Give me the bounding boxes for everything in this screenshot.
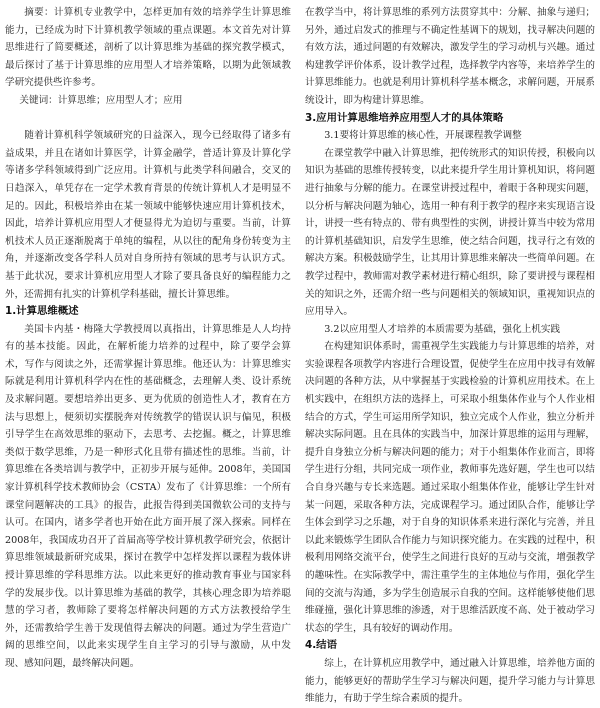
section-3-heading: 3.应用计算思维培养应用型人才的具体策略 bbox=[305, 111, 504, 124]
subsection-3-1-body: 在课堂教学中融入计算思维，把传统形式的知识传授，积极向以知识为基础的思维传授转变，以此来提升学生用计算机知识，将问题进行抽象与分解的能力。在课堂讲授过程中，着眼于各种现实问题，以分析与解决问题为轴心，选用一种有利于教学的程序来实现语言设计，讲授一些有特点的、带有典型性的实例，讲授计算当中较为常用的计算机基础知识，启发学生思维，使之结合问题，找寻行之有效的解决方案。积极鼓励学生，让其用计算思维来解决一些简单问题。在教学过程中，教师需对教学素材进行精心组织，除了要讲授与课程相关的知识之外，还需介绍一些与问题相关的领域知识，重视知识点的应用导入。 bbox=[305, 147, 595, 318]
keywords-line: 关键词：计算思维；应用型人才；应用 bbox=[19, 94, 183, 106]
continued-paragraph: 在教学当中，将计算思维的系列方法贯穿其中：分解、抽象与递归；另外，通过启发式的推理与不确定性基调下的规划，找寻解决问题的有效方法，通过问题的有效解决，激发学生的学习动机与兴趣。通过构建教学评价体系，设计教学过程，选择教学内容等，来培养学生的计算思维能力。也就是利用计算机科学基本概念，求解问题，开展系统设计，即为构建计算思维。 bbox=[305, 7, 595, 106]
subsection-3-1-title: 3.1要将计算思维的核心性，开展课程教学调整 bbox=[324, 130, 522, 142]
section-1-body: 美国卡内基・梅隆大学教授周以真指出，计算思维是人人均持有的基本技能。因此，在解析能力培养的过程中，除了要学会算术，写作与阅读之外，还需掌握计算思维。他还认为：计算思维实际就是利用计算机科学内在性的基础概念，去理解人类、设计系统及求解问题。要想培养出更多、更为优质的创造性人才，教育在方法与思想上，便须切实摆脱奔对传统教学的错误认识与偏见，积极引导学生在高效思维的驱动下，去思考、去挖掘。概之，计算思维类似于数学思维，乃是一种形式化且带有描述性的思维。当前，计算思维在各类培训与教学中，正初步开展与延伸。2008年，美国国家计算机科学技术教师协会（CSTA）发布了《计算思维：一个所有课堂问题解决的工具》的报告，此报告得到美国微软公司的支持与认可。在国内，诸多学者也开始在此方面开展了深入探索。同样在2008年，我国成功召开了首届高等学校计算机教学研究会，依据计算思维领域最新研究成果，探讨在教学中怎样发挥以课程为载体讲授计算思维的学科思维方法。以此来更好的推动教育事业与国家科学的发展步伐。以计算思维为基础的教学，其核心理念即为培养聪慧的学习者，教师除了要将怎样解决问题的方式方法教授给学生外，还需教给学生善于发现值得去解决的问题。通过为学生营造广阔的思维空间，以此来实现学生自主学习的引导与激励，从中发现、感知问题，最终解决问题。 bbox=[5, 323, 291, 669]
abstract-paragraph: 摘要：计算机专业教学中，怎样更加有效的培养学生计算思维能力，已经成为时下计算机教学领域的重点课题。本文首先对计算思维进行了简要概述，剖析了以计算思维为基础的探究教学模式，最后探讨了基于计算思维的应用型人才培养策略，以期为此领域教学研究提供些许参考。 bbox=[5, 7, 291, 89]
intro-paragraph: 随着计算机科学领域研究的日益深入，现今已经取得了诸多有益成果，并且在诸如计算医学，计算金融学，普适计算及计算化学等诸多学科领域得到广泛应用。计算机与此类学科间融合，交叉的日趋深入，单凭存在一定学术教育背景的传统计算机人才是明显不足的。因此，积极培养由在某一领域中能够快速应用计算机技术，因此，培养计算机应用型人才便显得尤为迫切与重要。当前，计算机技术人员正逐渐脱离于单纯的编程，从以往的配角身份转变为主角，并逐渐改变各学科人员对自身所持有领域的思考与认识方式。基于此状况，要求计算机应用型人才除了要具备良好的编程能力之外，还需拥有扎实的计算机学科基础，擅长计算思维。 bbox=[5, 130, 291, 300]
blank-line bbox=[5, 110, 291, 128]
subsection-3-2-body: 在构建知识体系时，需重视学生实践能力与计算思维的培养，对实验课程各项教学内容进行合理设置，促使学生在应用中找寻有效解决问题的各种方法，从中掌握基于实践检验的计算机应用技术。在上机实践中，在组织方法的选择上，可采取小组集体作业与个人作业相结合的方式，学生可运用所学知识，独立完成个人作业，独立分析并解决实际问题。且在具体的实践当中，加深计算思维的运用与理解，提升自身独立分析与解决问题的能力；对于小组集体作业而言，即将学生进行分组，共同完成一项作业，教师事先选好题，学生也可以结合自身兴趣与专长来选题。通过采取小组集体作业，能够让学生针对某一问题，采取各种方法，完成课程学习。通过团队合作，能够让学生体会到学习之乐趣，对于自身的知识体系来进行深化与完善，并且以此来锻炼学生团队合作能力与知识探究能力。在实践的过程中，积极利用网络交流平台，使学生之间进行良好的互动与交流，增强教学的趣味性。在实际教学中，需注重学生的主体地位与作用，强化学生间的交流与沟通，多为学生创造展示自我的空间。这样能够使他们思维碰撞，强化计算思维的渗透，对于思维活跃度不高、处于被动学习状态的学生，具有较好的调动作用。 bbox=[305, 341, 595, 634]
section-4-body: 综上，在计算机应用教学中，通过融入计算思维，培养他方面的能力，能够更好的帮助学生学习与解决问题，提升学习能力与计算思维能力，有助于学生综合素质的提升。 bbox=[305, 657, 595, 705]
section-1-heading: 1.计算思维概述 bbox=[5, 305, 79, 318]
right-column bbox=[305, 4, 595, 708]
subsection-3-2-title: 3.2以应用型人才培养的本质需要为基础，强化上机实践 bbox=[324, 323, 561, 335]
left-column bbox=[5, 4, 291, 673]
section-4-heading: 4.结语 bbox=[305, 639, 337, 652]
